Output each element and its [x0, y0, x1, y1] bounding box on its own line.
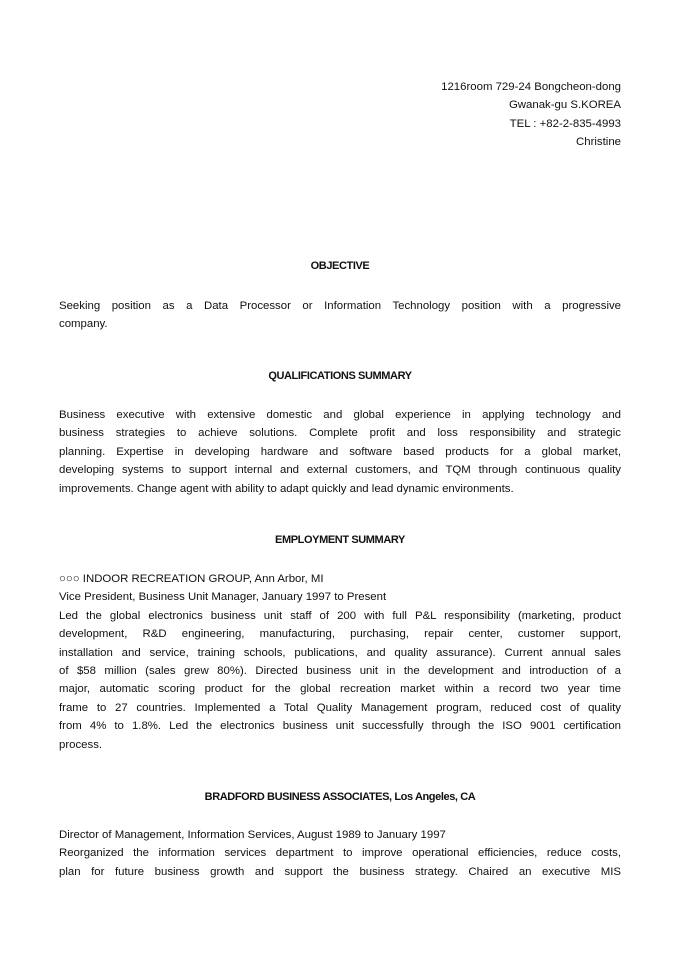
section-body: [59, 297, 621, 334]
text-line: process.: [59, 738, 103, 751]
section-heading: BRADFORD BUSINESS ASSOCIATES, Los Angeles, CA: [204, 791, 476, 803]
text-line: business strategies to achieve solutions. Complete profit and loss responsibility and strategic: [59, 427, 621, 440]
text-line: Led the global electronics business unit staff of 200 with full P&L responsibility (marketing, product: [59, 609, 621, 622]
text-line: Reorganized the information services department to improve operational efficiencies, reduce costs,: [59, 847, 621, 860]
section-heading: EMPLOYMENT SUMMARY: [275, 534, 405, 546]
section-body: [59, 826, 621, 881]
text-line: installation and service, training schools, publications, and quality assurance). Current annual sales: [59, 646, 621, 659]
text-line: Director of Management, Information Services, August 1989 to January 1997: [59, 829, 446, 841]
section-heading: OBJECTIVE: [310, 260, 370, 272]
text-line: development, R&D engineering, manufacturing, purchasing, repair center, customer support,: [59, 628, 621, 641]
text-line: planning. Expertise in developing hardware and software based products for a global market,: [59, 445, 621, 458]
text-line: improvements. Change agent with ability to adapt quickly and lead dynamic environments.: [59, 482, 514, 495]
text-line: plan for future business growth and support the business strategy. Chaired an executive MIS: [59, 865, 621, 878]
text-line: company.: [59, 318, 108, 331]
section-body: [59, 570, 621, 754]
text-line: major, automatic scoring product for the global recreation market within a record two year time: [59, 683, 621, 696]
text-line: Seeking position as a Data Processor or Information Technology position with a progressive: [59, 300, 621, 312]
name: Christine: [576, 136, 621, 149]
contact-address-block: [441, 78, 621, 152]
section-body: [59, 406, 621, 498]
text-line: ○○○ INDOOR RECREATION GROUP, Ann Arbor, MI: [59, 573, 324, 585]
text-line: of $58 million (sales grew 80%). Directed business unit in the development and introduction of a: [59, 664, 621, 677]
text-line: from 4% to 1.8%. Led the electronics business unit successfully through the ISO 9001 certification: [59, 720, 621, 733]
text-line: Business executive with extensive domestic and global experience in applying technology and: [59, 409, 621, 421]
text-line: frame to 27 countries. Implemented a Total Quality Management program, reduced cost of quality: [59, 701, 621, 714]
text-line: Vice President, Business Unit Manager, January 1997 to Present: [59, 591, 387, 604]
telephone: TEL : +82-2-835-4993: [509, 117, 621, 130]
address-line-2: Gwanak-gu S.KOREA: [508, 99, 621, 112]
text-line: developing systems to support internal and external customers, and TQM through continuous quality: [59, 464, 621, 477]
address-line-1: 1216room 729-24 Bongcheon-dong: [441, 81, 621, 93]
section-heading: QUALIFICATIONS SUMMARY: [268, 370, 412, 382]
